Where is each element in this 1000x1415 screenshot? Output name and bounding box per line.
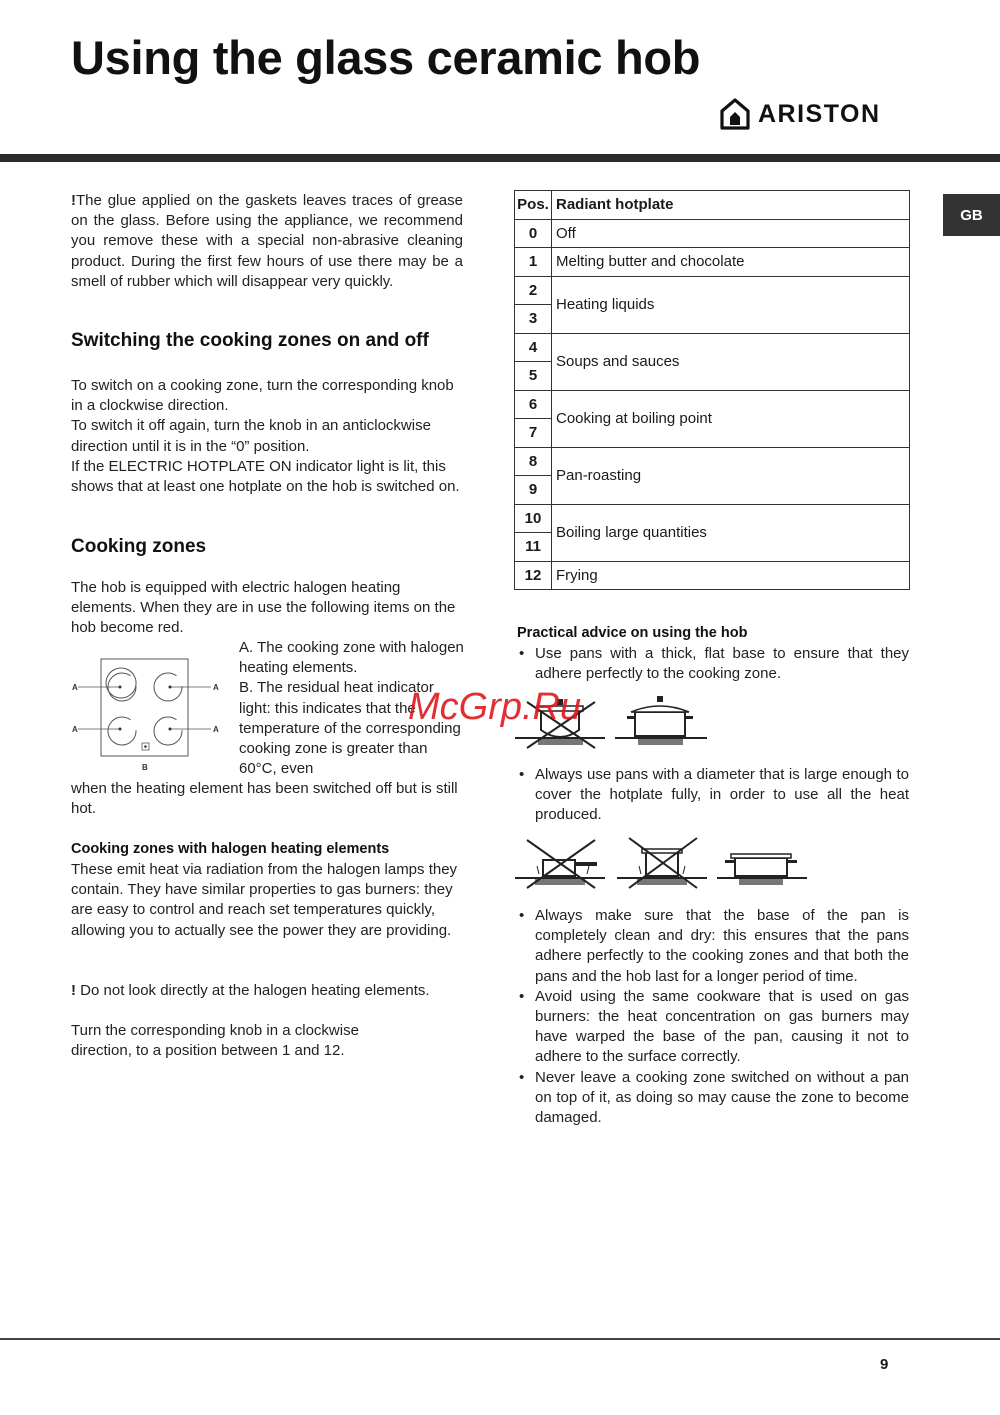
desc-cell: Melting butter and chocolate [552, 248, 910, 277]
pos-cell: 7 [515, 419, 552, 448]
halogen-warning-text: Do not look directly at the halogen heating elements. [76, 982, 430, 999]
pos-cell: 10 [515, 504, 552, 533]
warning-mark: ! [71, 982, 76, 999]
table-row [515, 248, 910, 277]
intro-paragraph [71, 191, 463, 292]
desc-cell: Soups and sauces [552, 333, 910, 390]
correct-pan-icon [717, 854, 807, 885]
cooking-zones-heading: Cooking zones [71, 536, 207, 557]
advice-list-1 [515, 644, 909, 684]
legend-item-a: A. The cooking zone with halogen heating elements. [239, 639, 464, 677]
pos-cell: 9 [515, 476, 552, 505]
watermark: McGrp.Ru [408, 686, 582, 728]
advice-item: • Avoid using the same cookware that is used on gas burners: the heat concentration on gas burners may have warped the base of the pan, causing it not to adhere to the surface correctly. [515, 987, 909, 1068]
zone-rear-right [154, 717, 182, 745]
pos-cell: 5 [515, 362, 552, 391]
intro-text: The glue applied on the gaskets leaves traces of grease on the glass. Before using the appliance, we recommend you remove these with a special non-abrasive cleaning product. During the first few hours of use there may be a smell of rubber which will disappear very quickly. [71, 192, 463, 290]
pos-cell: 1 [515, 248, 552, 277]
table-row [515, 504, 910, 533]
warning-mark: ! [71, 192, 76, 209]
desc-cell: Off [552, 219, 910, 248]
house-logo-icon [720, 98, 750, 130]
advice-heading: Practical advice on using the hob [517, 625, 748, 641]
switching-heading: Switching the cooking zones on and off [71, 330, 429, 351]
halogen-warning [71, 981, 471, 1001]
pan-size-illustration [513, 832, 813, 894]
table-header-row [515, 191, 910, 220]
table-row [515, 561, 910, 590]
page-number: 9 [880, 1356, 889, 1373]
advice-item: • Never leave a cooking zone switched on without a pan on top of it, as doing so may cause the zone to become damaged. [515, 1068, 909, 1129]
header-desc: Radiant hotplate [552, 191, 910, 220]
pos-cell: 2 [515, 276, 552, 305]
advice-item: • Use pans with a thick, flat base to ensure that they adhere perfectly to the cooking zone. [515, 644, 909, 684]
desc-cell: Frying [552, 561, 910, 590]
language-tab: GB [943, 194, 1000, 236]
table-row [515, 447, 910, 476]
pos-cell: 4 [515, 333, 552, 362]
advice-list-2 [515, 765, 909, 826]
advice-item: • Always make sure that the base of the pan is completely clean and dry: this ensures that the pans adhere perfectly to the cooking zones and that both the pans and the hob last for a longer period of time. [515, 906, 909, 987]
pos-cell: 12 [515, 561, 552, 590]
legend-item-b-continued: when the heating element has been switched off but is still hot. [71, 780, 458, 818]
small-pan-icon [515, 840, 605, 888]
knob-instruction: Turn the corresponding knob in a clockwise direction, to a position between 1 and 12. [71, 1022, 359, 1060]
halogen-text: These emit heat via radiation from the halogen lamps they contain. They have similar properties to gas burners: they are easy to control and reach set temperatures quickly, allowing you to actually see the power they are providing. [71, 861, 458, 939]
header-pos: Pos. [515, 191, 552, 220]
table-row [515, 390, 910, 419]
pos-cell: 0 [515, 219, 552, 248]
zone-rear-left [108, 717, 136, 745]
brand-name: ARISTON [758, 99, 881, 128]
cooking-zones-intro: The hob is equipped with electric halogen heating elements. When they are in use the following items on the hob become red. [71, 579, 456, 637]
halogen-heading: Cooking zones with halogen heating elements [71, 841, 390, 857]
hob-diagram [66, 655, 236, 775]
advice-list-3 [515, 906, 909, 1128]
brand-logo [720, 98, 881, 130]
legend-item-b: B. The residual heat indicator light: this indicates that the temperature of the corresponding cooking zone is greater than 60°C, even [239, 679, 461, 778]
table-row [515, 276, 910, 305]
switching-p3: If the ELECTRIC HOTPLATE ON indicator light is lit, this shows that at least one hotplate on the hob is switched on. [71, 457, 460, 496]
switching-p2: To switch it off again, turn the knob in an anticlockwise direction until it is in the “0” position. [71, 417, 431, 455]
flat-pan-icon [615, 696, 707, 745]
pos-cell: 3 [515, 305, 552, 334]
page-title: Using the glass ceramic hob [71, 31, 701, 84]
header-rule [0, 154, 1000, 162]
table-row [515, 333, 910, 362]
hotplate-settings-table [514, 190, 910, 590]
advice-item: • Always use pans with a diameter that is large enough to cover the hotplate fully, in order to use all the heat produced. [515, 765, 909, 826]
desc-cell: Heating liquids [552, 276, 910, 333]
footer-rule [0, 1338, 1000, 1340]
desc-cell: Cooking at boiling point [552, 390, 910, 447]
pos-cell: 6 [515, 390, 552, 419]
diagram-label-a: A [72, 683, 78, 692]
small-pot-icon [617, 838, 707, 888]
desc-cell: Boiling large quantities [552, 504, 910, 561]
diagram-label-a: A [72, 725, 78, 734]
pos-cell: 8 [515, 447, 552, 476]
switching-text [71, 376, 463, 497]
switching-p1: To switch on a cooking zone, turn the corresponding knob in a clockwise direction. [71, 377, 454, 415]
desc-cell: Pan-roasting [552, 447, 910, 504]
diagram-label-a: A [213, 683, 219, 692]
diagram-label-b: B [142, 763, 148, 772]
pos-cell: 11 [515, 533, 552, 562]
table-row [515, 219, 910, 248]
diagram-label-a: A [213, 725, 219, 734]
